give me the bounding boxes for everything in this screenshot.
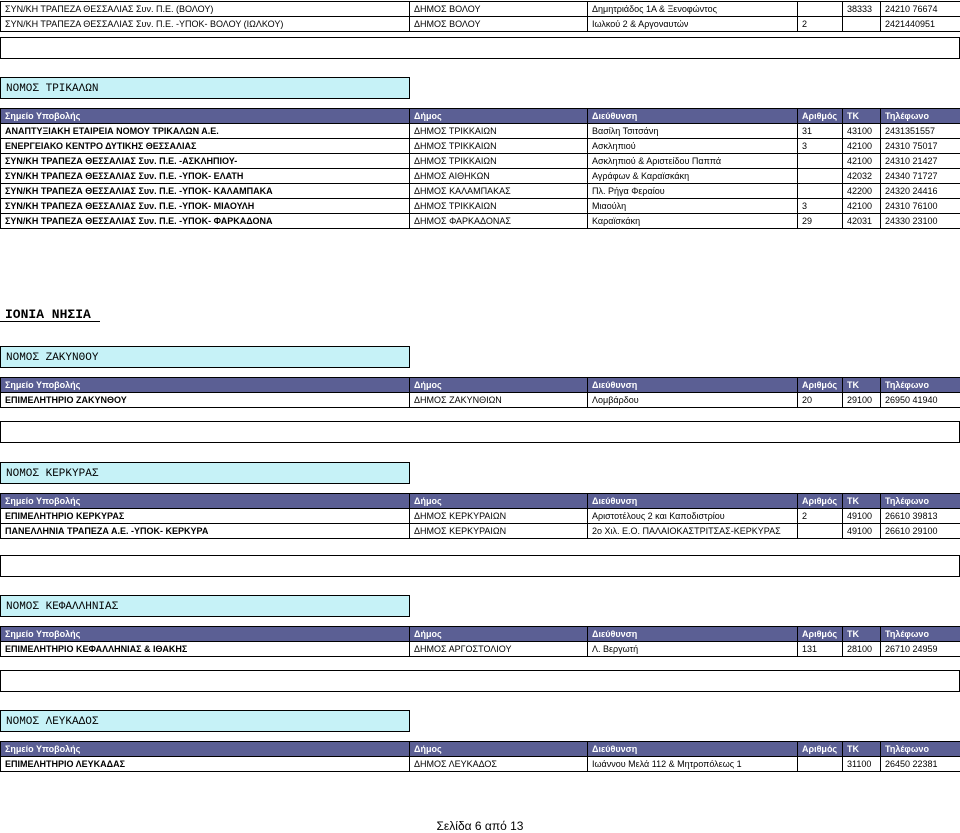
cell-address: Ασκληπιού & Αριστείδου Παππά [588, 154, 798, 169]
cell-point: ΕΠΙΜΕΛΗΤΗΡΙΟ ΚΕΦΑΛΛΗΝΙΑΣ & ΙΘΑΚΗΣ [1, 642, 410, 657]
section-title-lefkada: ΝΟΜΟΣ ΛΕΥΚΑΔΟΣ [0, 710, 410, 732]
table-trikala [0, 108, 960, 229]
header-cell-address: Διεύθυνση [588, 378, 798, 393]
header-cell-point: Σημείο Υποβολής [1, 494, 410, 509]
cell-phone: 24330 23100 [881, 214, 960, 229]
table-header [1, 742, 960, 757]
cell-point: ΣΥΝ/ΚΗ ΤΡΑΠΕΖΑ ΘΕΣΣΑΛΙΑΣ Συν. Π.Ε. (ΒΟΛΟΥ) [1, 2, 410, 17]
header-cell-municipality: Δήμος [410, 109, 588, 124]
cell-municipality: ΔΗΜΟΣ ΖΑΚΥΝΘΙΩΝ [410, 393, 588, 408]
cell-phone: 24320 24416 [881, 184, 960, 199]
cell-municipality: ΔΗΜΟΣ ΤΡΙΚΚΑΙΩΝ [410, 139, 588, 154]
table-header [1, 378, 960, 393]
table-row [1, 524, 960, 539]
top-rows [0, 1, 960, 32]
header-cell-municipality: Δήμος [410, 494, 588, 509]
cell-point: ΣΥΝ/ΚΗ ΤΡΑΠΕΖΑ ΘΕΣΣΑΛΙΑΣ Συν. Π.Ε. -ΥΠΟΚ- ΜΙΑΟΥΛΗ [1, 199, 410, 214]
cell-address: Βασίλη Τσιτσάνη [588, 124, 798, 139]
cell-address: Πλ. Ρήγα Φεραίου [588, 184, 798, 199]
cell-point: ΕΠΙΜΕΛΗΤΗΡΙΟ ΖΑΚΥΝΘΟΥ [1, 393, 410, 408]
cell-tk: 49100 [843, 524, 881, 539]
table-row [1, 199, 960, 214]
section-title-kefallinia: ΝΟΜΟΣ ΚΕΦΑΛΛΗΝΙΑΣ [0, 595, 410, 617]
cell-phone: 26610 39813 [881, 509, 960, 524]
header-cell-number: Αριθμός [798, 378, 843, 393]
table-row [1, 757, 960, 772]
header-cell-address: Διεύθυνση [588, 494, 798, 509]
cell-address: Αγράφων & Καραϊσκάκη [588, 169, 798, 184]
cell-address: Ασκληπιού [588, 139, 798, 154]
cell-municipality: ΔΗΜΟΣ ΚΕΡΚΥΡΑΙΩΝ [410, 524, 588, 539]
cell-phone: 26450 22381 [881, 757, 960, 772]
cell-phone: 24210 76674 [881, 2, 960, 17]
header-cell-municipality: Δήμος [410, 378, 588, 393]
cell-tk: 42032 [843, 169, 881, 184]
cell-number: 29 [798, 214, 843, 229]
cell-phone: 24340 71727 [881, 169, 960, 184]
cell-address: Λ. Βεργωτή [588, 642, 798, 657]
blank-row [0, 421, 960, 443]
table-row [1, 139, 960, 154]
header-cell-municipality: Δήμος [410, 742, 588, 757]
cell-address: Ιωάννου Μελά 112 & Μητροπόλεως 1 [588, 757, 798, 772]
header-cell-tk: ΤΚ [843, 627, 881, 642]
cell-point: ΣΥΝ/ΚΗ ΤΡΑΠΕΖΑ ΘΕΣΣΑΛΙΑΣ Συν. Π.Ε. -ΥΠΟΚ- ΦΑΡΚΑΔΟΝΑ [1, 214, 410, 229]
table-row [1, 642, 960, 657]
table-row [1, 509, 960, 524]
cell-tk [843, 17, 881, 32]
header-cell-number: Αριθμός [798, 627, 843, 642]
cell-number [798, 169, 843, 184]
cell-municipality: ΔΗΜΟΣ ΦΑΡΚΑΔΟΝΑΣ [410, 214, 588, 229]
header-cell-tk: ΤΚ [843, 742, 881, 757]
header-cell-point: Σημείο Υποβολής [1, 627, 410, 642]
cell-point: ΣΥΝ/ΚΗ ΤΡΑΠΕΖΑ ΘΕΣΣΑΛΙΑΣ Συν. Π.Ε. -ΥΠΟΚ- ΚΑΛΑΜΠΑΚΑ [1, 184, 410, 199]
cell-tk: 31100 [843, 757, 881, 772]
cell-number [798, 154, 843, 169]
table-lefkada [0, 741, 960, 772]
cell-number: 2 [798, 509, 843, 524]
table-row [1, 154, 960, 169]
cell-phone: 26710 24959 [881, 642, 960, 657]
header-cell-phone: Τηλέφωνο [881, 742, 960, 757]
header-cell-address: Διεύθυνση [588, 742, 798, 757]
header-cell-point: Σημείο Υποβολής [1, 109, 410, 124]
cell-municipality: ΔΗΜΟΣ ΒΟΛΟΥ [410, 2, 588, 17]
header-cell-address: Διεύθυνση [588, 627, 798, 642]
page-footer: Σελίδα 6 από 13 [436, 819, 524, 833]
table-row [1, 124, 960, 139]
cell-address: Αριστοτέλους 2 και Καποδιστρίου [588, 509, 798, 524]
cell-phone: 26950 41940 [881, 393, 960, 408]
cell-phone: 2431351557 [881, 124, 960, 139]
cell-phone: 24310 76100 [881, 199, 960, 214]
cell-point: ΕΝΕΡΓΕΙΑΚΟ ΚΕΝΤΡΟ ΔΥΤΙΚΗΣ ΘΕΣΣΑΛΙΑΣ [1, 139, 410, 154]
cell-address: Δημητριάδος 1Α & Ξενοφώντος [588, 2, 798, 17]
cell-address: Καραϊσκάκη [588, 214, 798, 229]
region-title: ΙΟΝΙΑ ΝΗΣΙΑ [5, 307, 91, 322]
header-cell-phone: Τηλέφωνο [881, 494, 960, 509]
table-row [1, 2, 960, 17]
cell-address: Μιαούλη [588, 199, 798, 214]
cell-municipality: ΔΗΜΟΣ ΛΕΥΚΑΔΟΣ [410, 757, 588, 772]
cell-tk: 43100 [843, 124, 881, 139]
cell-municipality: ΔΗΜΟΣ ΚΕΡΚΥΡΑΙΩΝ [410, 509, 588, 524]
cell-number [798, 184, 843, 199]
section-title-kerkyra: ΝΟΜΟΣ ΚΕΡΚΥΡΑΣ [0, 462, 410, 484]
cell-tk: 28100 [843, 642, 881, 657]
cell-tk: 49100 [843, 509, 881, 524]
cell-municipality: ΔΗΜΟΣ ΚΑΛΑΜΠΑΚΑΣ [410, 184, 588, 199]
cell-tk: 29100 [843, 393, 881, 408]
table-header [1, 109, 960, 124]
table-row [1, 184, 960, 199]
cell-municipality: ΔΗΜΟΣ ΤΡΙΚΚΑΙΩΝ [410, 154, 588, 169]
cell-municipality: ΔΗΜΟΣ ΤΡΙΚΚΑΙΩΝ [410, 124, 588, 139]
cell-number: 31 [798, 124, 843, 139]
cell-number: 3 [798, 139, 843, 154]
blank-row [0, 37, 960, 59]
cell-number: 3 [798, 199, 843, 214]
table-row [1, 17, 960, 32]
header-cell-point: Σημείο Υποβολής [1, 378, 410, 393]
cell-phone: 24310 75017 [881, 139, 960, 154]
cell-point: ΣΥΝ/ΚΗ ΤΡΑΠΕΖΑ ΘΕΣΣΑΛΙΑΣ Συν. Π.Ε. -ΥΠΟΚ- ΕΛΑΤΗ [1, 169, 410, 184]
header-cell-phone: Τηλέφωνο [881, 627, 960, 642]
cell-municipality: ΔΗΜΟΣ ΑΙΘΗΚΩΝ [410, 169, 588, 184]
header-cell-tk: ΤΚ [843, 494, 881, 509]
table-kerkyra [0, 493, 960, 539]
blank-row [0, 555, 960, 577]
cell-point: ΠΑΝΕΛΛΗΝΙΑ ΤΡΑΠΕΖΑ Α.Ε. -ΥΠΟΚ- ΚΕΡΚΥΡΑ [1, 524, 410, 539]
blank-row [0, 670, 960, 692]
cell-address: Λομβάρδου [588, 393, 798, 408]
cell-number: 20 [798, 393, 843, 408]
cell-point: ΣΥΝ/ΚΗ ΤΡΑΠΕΖΑ ΘΕΣΣΑΛΙΑΣ Συν. Π.Ε. -ΥΠΟΚ- ΒΟΛΟΥ (ΙΩΛΚΟΥ) [1, 17, 410, 32]
cell-address: 2ο Χιλ. Ε.Ο. ΠΑΛΑΙΟΚΑΣΤΡΙΤΣΑΣ-ΚΕΡΚΥΡΑΣ [588, 524, 798, 539]
cell-address: Ιωλκού 2 & Αργοναυτών [588, 17, 798, 32]
header-cell-number: Αριθμός [798, 742, 843, 757]
table-row [1, 169, 960, 184]
cell-municipality: ΔΗΜΟΣ ΒΟΛΟΥ [410, 17, 588, 32]
cell-tk: 42100 [843, 154, 881, 169]
cell-tk: 42100 [843, 139, 881, 154]
cell-number [798, 524, 843, 539]
table-row [1, 214, 960, 229]
header-cell-phone: Τηλέφωνο [881, 109, 960, 124]
table-kefallinia [0, 626, 960, 657]
cell-municipality: ΔΗΜΟΣ ΤΡΙΚΚΑΙΩΝ [410, 199, 588, 214]
header-cell-number: Αριθμός [798, 109, 843, 124]
cell-phone: 2421440951 [881, 17, 960, 32]
section-title-zakynthos: ΝΟΜΟΣ ΖΑΚΥΝΘΟΥ [0, 346, 410, 368]
cell-tk: 42200 [843, 184, 881, 199]
cell-point: ΣΥΝ/ΚΗ ΤΡΑΠΕΖΑ ΘΕΣΣΑΛΙΑΣ Συν. Π.Ε. -ΑΣΚΛΗΠΙΟΥ- [1, 154, 410, 169]
cell-point: ΕΠΙΜΕΛΗΤΗΡΙΟ ΛΕΥΚΑΔΑΣ [1, 757, 410, 772]
cell-number: 131 [798, 642, 843, 657]
header-cell-municipality: Δήμος [410, 627, 588, 642]
cell-phone: 24310 21427 [881, 154, 960, 169]
header-cell-tk: ΤΚ [843, 378, 881, 393]
cell-number: 2 [798, 17, 843, 32]
header-cell-number: Αριθμός [798, 494, 843, 509]
table-header [1, 627, 960, 642]
section-title-trikala: ΝΟΜΟΣ ΤΡΙΚΑΛΩΝ [0, 77, 410, 99]
header-cell-tk: ΤΚ [843, 109, 881, 124]
table-zakynthos [0, 377, 960, 408]
cell-tk: 42100 [843, 199, 881, 214]
header-cell-phone: Τηλέφωνο [881, 378, 960, 393]
cell-point: ΕΠΙΜΕΛΗΤΗΡΙΟ ΚΕΡΚΥΡΑΣ [1, 509, 410, 524]
cell-phone: 26610 29100 [881, 524, 960, 539]
header-cell-address: Διεύθυνση [588, 109, 798, 124]
cell-tk: 38333 [843, 2, 881, 17]
cell-number [798, 757, 843, 772]
cell-municipality: ΔΗΜΟΣ ΑΡΓΟΣΤΟΛΙΟΥ [410, 642, 588, 657]
table-row [1, 393, 960, 408]
header-cell-point: Σημείο Υποβολής [1, 742, 410, 757]
table-header [1, 494, 960, 509]
cell-tk: 42031 [843, 214, 881, 229]
cell-number [798, 2, 843, 17]
cell-point: ΑΝΑΠΤΥΞΙΑΚΗ ΕΤΑΙΡΕΙΑ ΝΟΜΟΥ ΤΡΙΚΑΛΩΝ Α.Ε. [1, 124, 410, 139]
region-title-underline [0, 321, 100, 322]
